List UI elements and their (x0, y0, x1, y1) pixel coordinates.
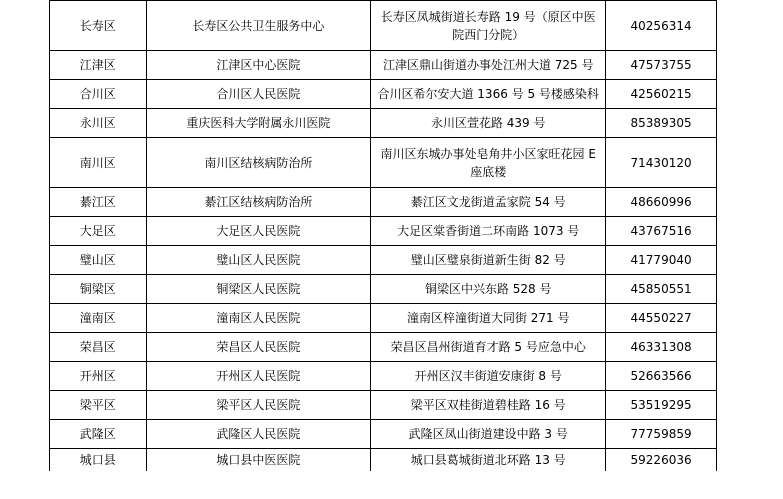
hospital-cell: 开州区人民医院 (146, 362, 371, 391)
hospital-table (49, 0, 717, 471)
table-row (50, 217, 717, 246)
address-cell: 铜梁区中兴东路 528 号 (371, 275, 606, 304)
phone-cell: 52663566 (606, 362, 717, 391)
address-cell: 綦江区文龙街道孟家院 54 号 (371, 188, 606, 217)
table-row (50, 51, 717, 80)
phone-cell: 77759859 (606, 420, 717, 449)
phone-cell: 40256314 (606, 1, 717, 51)
table-row (50, 188, 717, 217)
table-row (50, 449, 717, 472)
phone-cell: 85389305 (606, 109, 717, 138)
address-cell: 长寿区凤城街道长寿路 19 号（原区中医院西门分院） (371, 1, 606, 51)
hospital-cell: 合川区人民医院 (146, 80, 371, 109)
hospital-cell: 城口县中医医院 (146, 449, 371, 472)
hospital-cell: 南川区结核病防治所 (146, 138, 371, 188)
district-cell: 江津区 (50, 51, 147, 80)
table-container (49, 0, 717, 471)
address-cell: 开州区汉丰街道安康街 8 号 (371, 362, 606, 391)
hospital-cell: 荣昌区人民医院 (146, 333, 371, 362)
address-cell: 璧山区璧泉街道新生街 82 号 (371, 246, 606, 275)
hospital-cell: 潼南区人民医院 (146, 304, 371, 333)
district-cell: 城口县 (50, 449, 147, 472)
district-cell: 合川区 (50, 80, 147, 109)
address-cell: 江津区鼎山街道办事处江州大道 725 号 (371, 51, 606, 80)
table-row (50, 304, 717, 333)
table-row (50, 362, 717, 391)
table-row (50, 1, 717, 51)
phone-cell: 42560215 (606, 80, 717, 109)
address-cell: 荣昌区昌州街道育才路 5 号应急中心 (371, 333, 606, 362)
district-cell: 南川区 (50, 138, 147, 188)
table-row (50, 246, 717, 275)
phone-cell: 41779040 (606, 246, 717, 275)
district-cell: 綦江区 (50, 188, 147, 217)
address-cell: 南川区东城办事处皂角井小区家旺花园 E 座底楼 (371, 138, 606, 188)
table-row (50, 80, 717, 109)
address-cell: 武隆区凤山街道建设中路 3 号 (371, 420, 606, 449)
table-row (50, 109, 717, 138)
phone-cell: 71430120 (606, 138, 717, 188)
address-cell: 合川区希尔安大道 1366 号 5 号楼感染科 (371, 80, 606, 109)
district-cell: 璧山区 (50, 246, 147, 275)
address-cell: 梁平区双桂街道碧桂路 16 号 (371, 391, 606, 420)
hospital-cell: 大足区人民医院 (146, 217, 371, 246)
district-cell: 铜梁区 (50, 275, 147, 304)
phone-cell: 43767516 (606, 217, 717, 246)
district-cell: 潼南区 (50, 304, 147, 333)
hospital-cell: 璧山区人民医院 (146, 246, 371, 275)
phone-cell: 59226036 (606, 449, 717, 472)
district-cell: 梁平区 (50, 391, 147, 420)
address-cell: 城口县葛城街道北环路 13 号 (371, 449, 606, 472)
phone-cell: 45850551 (606, 275, 717, 304)
district-cell: 永川区 (50, 109, 147, 138)
address-cell: 大足区棠香街道二环南路 1073 号 (371, 217, 606, 246)
table-row (50, 138, 717, 188)
phone-cell: 53519295 (606, 391, 717, 420)
table-row (50, 275, 717, 304)
hospital-cell: 铜梁区人民医院 (146, 275, 371, 304)
district-cell: 武隆区 (50, 420, 147, 449)
hospital-cell: 长寿区公共卫生服务中心 (146, 1, 371, 51)
phone-cell: 48660996 (606, 188, 717, 217)
address-cell: 潼南区梓潼街道大同街 271 号 (371, 304, 606, 333)
table-row (50, 391, 717, 420)
phone-cell: 44550227 (606, 304, 717, 333)
phone-cell: 46331308 (606, 333, 717, 362)
district-cell: 荣昌区 (50, 333, 147, 362)
table-row (50, 420, 717, 449)
hospital-cell: 武隆区人民医院 (146, 420, 371, 449)
hospital-cell: 重庆医科大学附属永川医院 (146, 109, 371, 138)
hospital-cell: 梁平区人民医院 (146, 391, 371, 420)
phone-cell: 47573755 (606, 51, 717, 80)
district-cell: 长寿区 (50, 1, 147, 51)
hospital-cell: 綦江区结核病防治所 (146, 188, 371, 217)
district-cell: 开州区 (50, 362, 147, 391)
table-row (50, 333, 717, 362)
hospital-cell: 江津区中心医院 (146, 51, 371, 80)
district-cell: 大足区 (50, 217, 147, 246)
address-cell: 永川区萱花路 439 号 (371, 109, 606, 138)
